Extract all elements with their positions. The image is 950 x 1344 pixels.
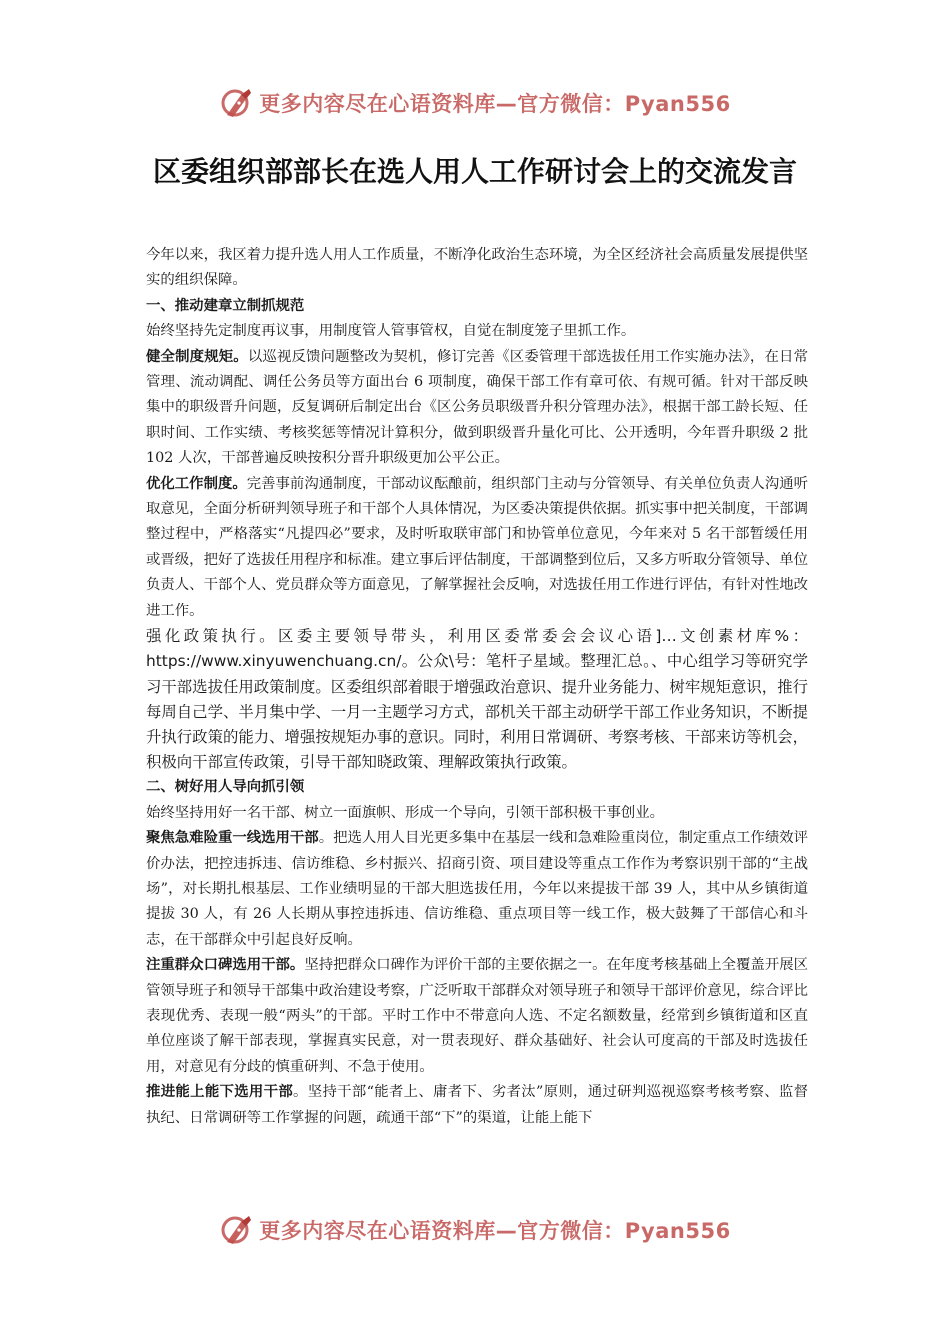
paragraph [146,953,808,1080]
paragraph-body: 坚持把群众口碑作为评价干部的主要依据之一。在年度考核基础上全覆盖开展区管领导班子和领导干部集中政治建设考察，广泛听取干部群众对领导班子和领导干部评价意见，综合评比表现优秀、表现一般“两头”的干部。平时工作中不带意向人选、不定名额数量，经常到乡镇街道和区直单位座谈了解干部表现，掌握真实民意，对一贯表现好、群众基础好、社会认可度高的干部及时选拔任用，对意见有分歧的慎重研判、不急于使用。 [146,957,808,1075]
page-title: 区委组织部部长在选人用人工作研讨会上的交流发言 [152,155,797,188]
paragraph-lead: 优化工作制度。 [146,475,247,492]
watermark-text: 更多内容尽在心语资料库—官方微信：Pyan556 [259,92,731,116]
document-body [146,243,808,1131]
paragraph-policy: 强化政策执行。区委主要领导带头，利用区委常委会会议心语]…文创素材库%：https://www.xinyuwenchuang.cn/。公众\号：笔杆子星域。整理汇总。、中心组学习等研究学习干部选拔任用政策制度。区委组织部着眼于增强政治意识、提升业务能力、树牢规矩意识，推行每周自己学、半月集中学、一月一主题学习方式，部机关干部主动研学干部工作业务知识，不断提升执行政策的能力、增强按规矩办事的意识。同时，利用日常调研、考察考核、干部来访等机会，积极向干部宣传政策，引导干部知晓政策、理解政策执行政策。 [146,627,808,772]
section-summary: 始终坚持用好一名干部、树立一面旗帜、形成一个导向，引领干部积极干事创业。 [146,804,665,821]
paragraph-body: 完善事前沟通制度，干部动议酝酿前，组织部门主动与分管领导、有关单位负责人沟通听取意见，全面分析研判领导班子和干部个人具体情况，为区委决策提供依据。抓实事中把关制度，干部调整过程中，严格落实“凡提四必”要求，及时听取联审部门和协管单位意见，今年来对 5 名干部暂缓任用或晋级，把好了选拔任用程序和标准。建立事后评估制度，干部调整到位后，又多方听取分管领导、单位负责人、干部个人、党员群众等方面意见，了解掌握社会反响，对选拔任用工作进行评估，有针对性地改进工作。 [146,475,808,619]
paragraph [146,472,808,624]
paragraph [146,826,808,953]
paragraph-body: 以巡视反馈问题整改为契机，修订完善《区委管理干部选拔任用工作实施办法》，在日常管理、流动调配、调任公务员等方面出台 6 项制度，确保干部工作有章可依、有规可循。针对干部反映集中的职级晋升问题，反复调研后制定出台《区公务员职级晋升积分管理办法》，根据干部工龄长短、任职时间、工作实绩、考核奖惩等情况计算积分，做到职级晋升量化可比、公开透明，今年晋升职级 2 批 102 人次，干部普遍反映按积分晋升职级更加公平公正。 [146,348,808,467]
paragraph-lead: 注重群众口碑选用干部。 [146,957,305,974]
paragraph-lead: 聚焦急难险重一线选用干部 [146,830,319,847]
pen-nib-logo-icon [219,85,255,121]
watermark-text: 更多内容尽在心语资料库—官方微信：Pyan556 [259,1219,731,1243]
paragraph-body: 。坚持干部“能者上、庸者下、劣者汰”原则，通过研判巡视巡察考核考察、监督执纪、日常调研等工作掌握的问题，疏通干部“下”的渠道，让能上能下 [146,1084,808,1126]
paragraph [146,1080,808,1131]
section-heading: 二、树好用人导向抓引领 [146,779,305,796]
watermark-banner-bottom [0,1205,950,1255]
section-heading: 一、推动建章立制抓规范 [146,297,305,314]
section-summary: 始终坚持先定制度再议事，用制度管人管事管权，自觉在制度笼子里抓工作。 [146,323,636,340]
paragraph-lead: 推进能上能下选用干部 [146,1084,294,1101]
intro-paragraph: 今年以来，我区着力提升选人用人工作质量，不断净化政治生态环境，为全区经济社会高质量发展提供坚实的组织保障。 [146,247,808,289]
paragraph-lead: 健全制度规矩。 [146,348,248,365]
watermark-banner-top [0,78,950,128]
paragraph [146,345,808,472]
paragraph-body: 。把选人用人目光更多集中在基层一线和急难险重岗位，制定重点工作绩效评价办法，把控违拆违、信访维稳、乡村振兴、招商引资、项目建设等重点工作作为考察识别干部的“主战场”，对长期扎根基层、工作业绩明显的干部大胆选拔任用，今年以来提拔干部 39 人，其中从乡镇街道提拔 30 人，有 26 人长期从事控违拆违、信访维稳、重点项目等一线工作，极大鼓舞了干部信心和斗志，在干部群众中引起良好反响。 [146,830,808,948]
pen-nib-logo-icon [219,1212,255,1248]
